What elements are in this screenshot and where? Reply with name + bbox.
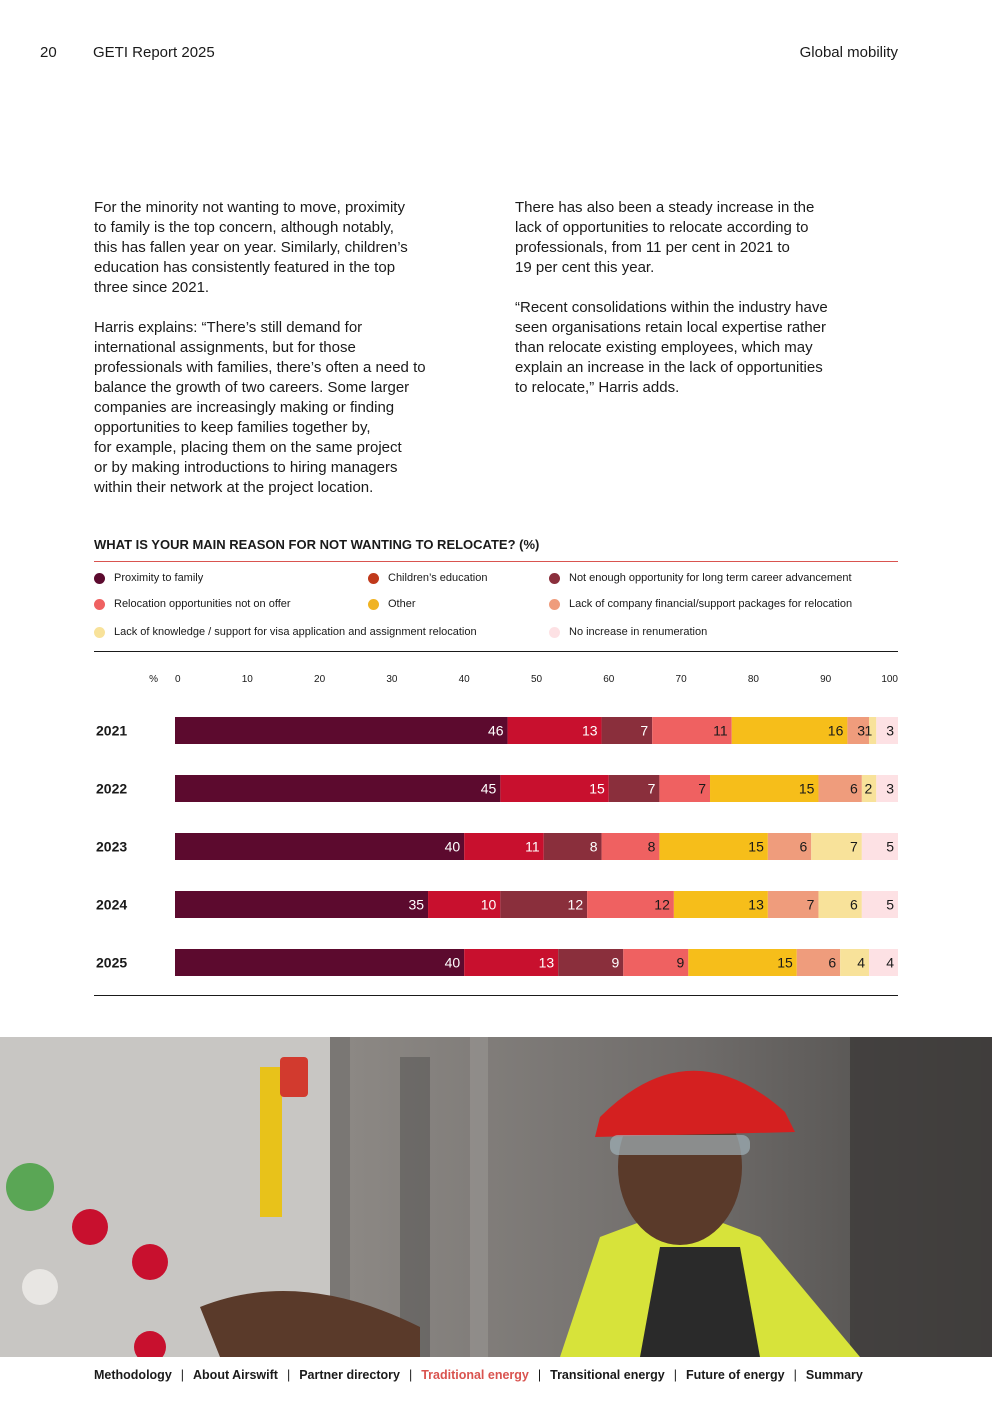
nav-separator: | [793,1368,797,1382]
data-label: 6 [850,896,858,913]
nav-transitional-energy[interactable]: Transitional energy [550,1368,665,1382]
nav-partner-directory[interactable]: Partner directory [299,1368,400,1382]
x-tick-label: 100 [881,674,898,685]
legend-dot-icon [94,599,105,610]
data-label: 12 [567,896,584,913]
x-tick-label: 0 [175,674,181,685]
legend-label: Proximity to family [114,572,204,585]
data-label: 3 [886,722,894,739]
nav-separator: | [537,1368,542,1382]
bar-segment [175,833,464,860]
legend-item [94,572,203,584]
x-tick-label: 50 [530,674,543,685]
legend-item [549,572,852,584]
bar-segment [175,949,464,976]
x-tick-label: 70 [675,674,687,685]
nav-summary[interactable]: Summary [805,1368,863,1382]
axis-unit-label: % [149,674,158,685]
legend-item [368,598,416,610]
legend-dot-icon [368,573,379,584]
nav-separator: | [673,1368,677,1382]
data-label: 11 [525,838,540,855]
nav-methodology[interactable]: Methodology [94,1368,172,1382]
data-label: 3 [857,722,866,739]
data-label: 40 [444,838,461,855]
nav-separator: | [180,1368,185,1382]
legend-item [549,626,707,638]
data-label: 5 [886,896,894,913]
data-label: 15 [589,780,605,797]
data-label: 6 [799,838,808,855]
x-tick-label: 30 [386,674,398,685]
data-label: 12 [654,896,670,913]
data-label: 9 [611,954,620,971]
data-label: 11 [713,722,728,739]
data-label: 4 [886,954,894,971]
data-label: 8 [647,838,656,855]
stacked-bar-chart [0,660,992,1000]
data-label: 2 [864,780,873,797]
legend-dot-icon [549,627,560,638]
x-tick-label: 40 [458,674,470,685]
worker-photo [0,1037,992,1357]
data-label: 13 [748,896,764,913]
y-category-label: 2022 [96,780,128,797]
data-label: 3 [886,780,894,797]
paragraph: For the minority not wanting to move, proximity to family is the top concern, although notably, this has fallen year on year. Similarly, children’s education has consistently featured in the top three since 2021. [94,199,408,296]
legend-item [94,626,477,638]
chart-legend [94,562,898,650]
nav-separator: | [408,1368,413,1382]
legend-label: Other [388,598,416,611]
section-title: Global mobility [799,44,898,61]
bar-segment [175,717,508,744]
worker-photo-illustration [0,1037,992,1357]
legend-dot-icon [368,599,379,610]
y-category-label: 2021 [96,722,128,739]
data-label: 7 [647,780,656,797]
data-label: 15 [748,838,764,855]
data-label: 10 [480,896,497,913]
legend-item [549,598,852,610]
data-label: 35 [408,896,425,913]
data-label: 13 [538,954,555,971]
legend-label: Lack of company financial/support packages for relocation [569,598,853,611]
data-label: 7 [806,896,815,913]
footer-nav [94,1368,898,1382]
paragraph: Harris explains: “There’s still demand for international assignments, but for those professionals with families, there’s often a need to balance the growth of two careers. Some larger companies are increasingly making or finding opportunities to keep families together by, for example, placing them on the same project or by making introductions to hiring managers within their network at the project location. [94,319,426,496]
data-label: 5 [886,838,894,855]
x-tick-label: 20 [314,674,326,685]
left-column [94,198,474,518]
legend-label: Children’s education [388,572,488,585]
y-category-label: 2024 [96,896,128,913]
data-label: 1 [864,722,873,739]
data-label: 40 [444,954,461,971]
nav-future-of-energy[interactable]: Future of energy [686,1368,785,1382]
data-label: 13 [581,722,598,739]
page-number: 20 [40,44,57,61]
legend-dot-icon [549,573,560,584]
chart-bottom-rule [94,995,898,996]
data-label: 16 [827,722,844,739]
legend-label: Not enough opportunity for long term career advancement [569,572,852,585]
data-label: 6 [850,780,858,797]
legend-item [368,572,487,584]
nav-about-airswift[interactable]: About Airswift [193,1368,278,1382]
data-label: 45 [480,780,497,797]
legend-item [94,598,291,610]
x-tick-label: 80 [747,674,759,685]
data-label: 8 [589,838,598,855]
data-label: 46 [488,722,504,739]
x-tick-label: 10 [241,674,253,685]
data-label: 15 [798,780,815,797]
legend-dot-icon [94,627,105,638]
paragraph: “Recent consolidations within the industry have seen organisations retain local expertise rather than relocate existing employees, which may explain an increase in the lack of opportunities to relocate,” Harris adds. [515,299,828,396]
legend-dot-icon [549,599,560,610]
right-column [515,198,895,418]
legend-label: Relocation opportunities not on offer [114,598,291,611]
data-label: 7 [640,722,649,739]
bar-segment [175,775,500,802]
report-title: GETI Report 2025 [93,44,215,61]
data-label: 4 [857,954,866,971]
x-tick-label: 90 [820,674,832,685]
data-label: 6 [828,954,837,971]
chart-title: WHAT IS YOUR MAIN REASON FOR NOT WANTING TO RELOCATE? (%) [94,537,540,552]
data-label: 15 [777,954,793,971]
y-category-label: 2025 [96,954,128,971]
bar-segment [175,891,428,918]
data-label: 7 [698,780,707,797]
y-category-label: 2023 [96,838,128,855]
data-label: 7 [850,838,858,855]
nav-traditional-energy[interactable]: Traditional energy [421,1368,529,1382]
legend-label: No increase in renumeration [569,626,708,639]
legend-label: Lack of knowledge / support for visa application and assignment relocation [114,626,477,639]
data-label: 9 [676,954,685,971]
legend-dot-icon [94,573,105,584]
legend-rule [94,651,898,652]
paragraph: There has also been a steady increase in the lack of opportunities to relocate according to professionals, from 11 per cent in 2021 to 19 per cent this year. [515,199,815,276]
x-tick-label: 60 [603,674,615,685]
nav-separator: | [286,1368,291,1382]
